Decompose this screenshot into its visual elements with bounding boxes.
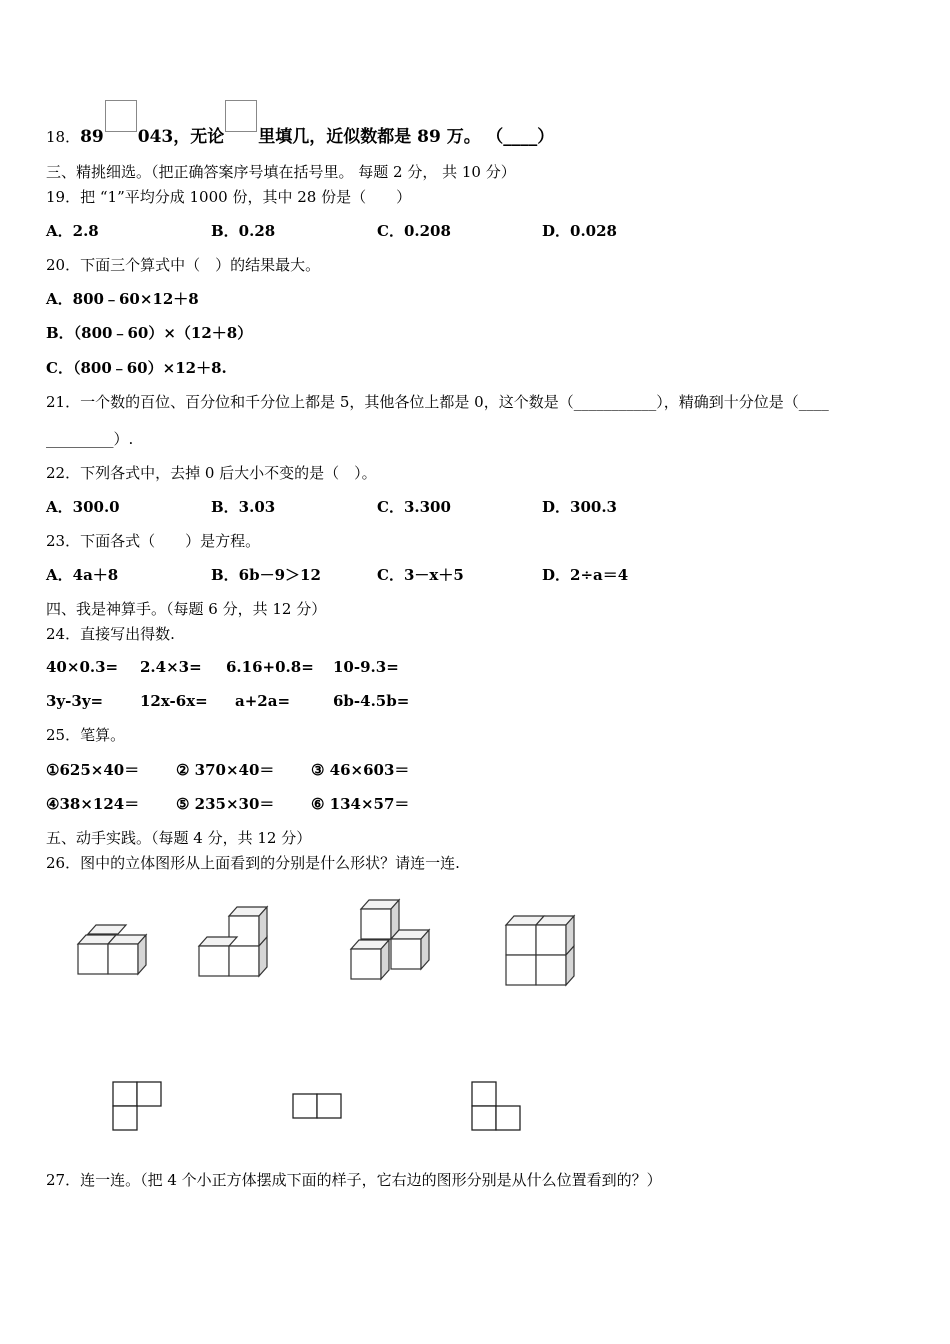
- q22-option-a[interactable]: A．300.0: [46, 498, 120, 516]
- cube-face: [351, 949, 381, 979]
- cube-face: [199, 946, 229, 976]
- q24-expr: a+2a=: [235, 692, 291, 710]
- q25-expr: ③ 46×603＝: [311, 761, 410, 779]
- q23-option-a[interactable]: A．4a＋8: [46, 566, 119, 584]
- question-25-stem: 25．笔算。: [46, 726, 126, 744]
- cube-face: [108, 944, 138, 974]
- q20-option-c[interactable]: C．（800﹣60）×12＋8.: [46, 359, 227, 377]
- top-view-shape-1[interactable]: [112, 1081, 164, 1133]
- cube-face: [536, 925, 566, 955]
- question-23-stem: 23．下面各式（ ）是方程。: [46, 532, 261, 550]
- top-view-shape-2[interactable]: [292, 1093, 344, 1121]
- q25-expr: ④38×124＝: [46, 795, 140, 813]
- cube-face: [229, 946, 259, 976]
- blank-box-1[interactable]: [105, 100, 137, 132]
- question-26-stem: 26．图中的立体图形从上面看到的分别是什么形状？请连一连.: [46, 854, 460, 872]
- q25-expr: ② 370×40＝: [176, 761, 275, 779]
- q24-expr: 6b-4.5b=: [333, 692, 410, 710]
- question-18-part-c: 里填几，近似数都是 89 万。: [258, 127, 481, 147]
- q19-option-c[interactable]: C．0.208: [377, 222, 451, 240]
- section-3-heading: 三、精挑细选。（把正确答案序号填在括号里。 每题 2 分， 共 10 分）: [46, 163, 516, 181]
- question-18: [46, 114, 554, 147]
- cube-figure-2: [196, 904, 276, 984]
- q22-option-c[interactable]: C．3.300: [377, 498, 451, 516]
- q24-expr: 40×0.3=: [46, 658, 119, 676]
- question-18-part-a: 89: [80, 127, 104, 147]
- square: [472, 1106, 496, 1130]
- q24-expr: 12x-6x=: [140, 692, 208, 710]
- question-24-stem: 24．直接写出得数.: [46, 625, 175, 643]
- square: [496, 1106, 520, 1130]
- cube-face: [536, 955, 566, 985]
- q22-option-b[interactable]: B．3.03: [211, 498, 276, 516]
- q23-option-d[interactable]: D．2÷a＝4: [542, 566, 629, 584]
- q25-expr: ①625×40＝: [46, 761, 140, 779]
- question-19-stem: 19．把 “1”平均分成 1000 份，其中 28 份是（ ）: [46, 188, 412, 206]
- q24-expr: 6.16+0.8=: [226, 658, 314, 676]
- q22-option-d[interactable]: D．300.3: [542, 498, 617, 516]
- blank-box-2[interactable]: [225, 100, 257, 132]
- square: [317, 1094, 341, 1118]
- cube-face: [506, 955, 536, 985]
- question-18-part-b: 043，无论: [137, 127, 225, 147]
- question-21-line-1: 21．一个数的百位、百分位和千分位上都是 5，其他各位上都是 0，这个数是（___________），精确到十分位是（____: [46, 393, 829, 411]
- cube-figure-3: [348, 896, 438, 986]
- question-20-stem: 20．下面三个算式中（ ）的结果最大。: [46, 256, 321, 274]
- cube-face: [506, 925, 536, 955]
- question-27-stem: 27．连一连。（把 4 个小正方体摆成下面的样子，它右边的图形分别是从什么位置看到的？）: [46, 1171, 662, 1189]
- section-4-heading: 四、我是神算手。（每题 6 分，共 12 分）: [46, 600, 327, 618]
- q20-option-a[interactable]: A．800﹣60×12＋8: [46, 290, 199, 308]
- q23-option-b[interactable]: B．6b－9＞12: [211, 566, 321, 584]
- answer-blank[interactable]: （____）: [494, 127, 555, 147]
- cube-figure-1: [74, 920, 154, 980]
- top-view-shape-3[interactable]: [471, 1081, 523, 1133]
- square: [137, 1082, 161, 1106]
- q23-option-c[interactable]: C．3－x＋5: [377, 566, 464, 584]
- cube-face: [391, 939, 421, 969]
- section-5-heading: 五、动手实践。（每题 4 分，共 12 分）: [46, 829, 312, 847]
- question-22-stem: 22．下列各式中，去掉 0 后大小不变的是（ ）。: [46, 464, 377, 482]
- q19-option-b[interactable]: B．0.28: [211, 222, 276, 240]
- q24-expr: 2.4×3=: [140, 658, 202, 676]
- square: [113, 1106, 137, 1130]
- question-18-number: 18．: [46, 128, 81, 146]
- q19-option-d[interactable]: D．0.028: [542, 222, 617, 240]
- square: [293, 1094, 317, 1118]
- q24-expr: 10-9.3=: [333, 658, 399, 676]
- square: [472, 1082, 496, 1106]
- q19-option-a[interactable]: A．2.8: [46, 222, 99, 240]
- q20-option-b[interactable]: B．（800﹣60）×（12＋8）: [46, 324, 253, 342]
- square: [113, 1082, 137, 1106]
- q25-expr: ⑤ 235×30＝: [176, 795, 275, 813]
- q24-expr: 3y-3y=: [46, 692, 104, 710]
- question-21-line-2: _________）.: [46, 430, 134, 448]
- q25-expr: ⑥ 134×57＝: [311, 795, 410, 813]
- cube-figure-4: [502, 912, 582, 992]
- cube-face: [88, 925, 126, 934]
- cube-face: [361, 909, 391, 939]
- cube-face: [78, 944, 108, 974]
